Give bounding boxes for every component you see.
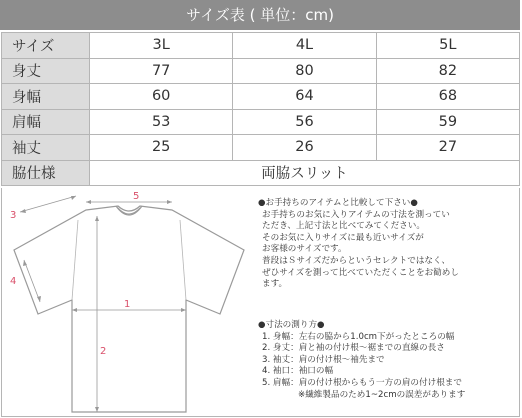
size-header-label: サイズ: [2, 33, 90, 59]
comparison-note: [258, 198, 520, 291]
table-row: [2, 109, 520, 135]
size-header-row: [2, 33, 520, 59]
measurement-item: 3. 袖丈：肩の付け根～袖先まで: [262, 354, 385, 365]
note-line: そのお気に入りサイズに最も近いサイズが: [262, 232, 424, 243]
table-cell: 68: [376, 84, 519, 110]
table-cell: 26: [233, 135, 376, 161]
row-label-shoulder: 肩幅: [2, 109, 90, 135]
size-3l: 3L: [90, 33, 233, 59]
table-row: [2, 160, 520, 186]
row-label-width: 身幅: [2, 84, 90, 110]
table-cell: 60: [90, 84, 233, 110]
table-row: [2, 58, 520, 84]
size-chart-title: サイズ表 ( 単位：cm): [0, 0, 520, 30]
table-cell: 59: [376, 109, 519, 135]
table-row: [2, 84, 520, 110]
measure-label-1: 1: [124, 299, 131, 310]
table-cell: 64: [233, 84, 376, 110]
table-cell: 25: [90, 135, 233, 161]
measurement-method: [258, 320, 520, 401]
row-label-length: 身丈: [2, 58, 90, 84]
table-row: [2, 135, 520, 161]
size-5l: 5L: [376, 33, 519, 59]
measurement-heading: ●寸法の測り方●: [258, 320, 325, 330]
table-cell: 82: [376, 58, 519, 84]
table-cell: 56: [233, 109, 376, 135]
note-line: お手持ちのお気に入りアイテムの寸法を測ってい: [262, 209, 450, 220]
note-line: ぜひサイズを測って比べていただくことをお勧めし: [262, 267, 459, 278]
table-cell: 77: [90, 58, 233, 84]
table-cell: 53: [90, 109, 233, 135]
tolerance-footnote: ※繊維製品のため1~2cmの誤差があります: [298, 389, 466, 400]
measurement-item: 5. 肩幅：肩の付け根からもう一方の肩の付け根まで: [262, 377, 462, 388]
measurement-item: 2. 身丈：肩と袖の付け根～裾までの直線の長さ: [262, 343, 445, 354]
measure-label-3: 3: [10, 210, 17, 221]
note-line: お客様のサイズです。: [262, 244, 347, 255]
measure-label-5: 5: [133, 191, 140, 202]
measurement-item: 1. 身幅：左右の脇から1.0cm下がったところの幅: [262, 331, 455, 342]
size-4l: 4L: [233, 33, 376, 59]
side-spec-value: 両脇スリット: [90, 160, 520, 186]
measurement-item: 4. 袖口：袖口の幅: [262, 366, 334, 377]
note-line: 普段はＳサイズだからというセレクトではなく、: [262, 255, 451, 266]
table-cell: 80: [233, 58, 376, 84]
table-cell: 27: [376, 135, 519, 161]
measure-label-2: 2: [100, 346, 107, 357]
note-line: ただき、上記寸法と比べてみてください。: [262, 221, 425, 232]
tshirt-diagram: [6, 190, 251, 415]
row-label-sleeve: 袖丈: [2, 135, 90, 161]
measure-label-4: 4: [10, 276, 17, 287]
note-line: ます。: [262, 279, 288, 290]
comparison-heading: ●お手持ちのアイテムと比較して下さい●: [258, 198, 418, 208]
row-label-side-spec: 脇仕様: [2, 160, 90, 186]
size-table: [1, 32, 520, 186]
